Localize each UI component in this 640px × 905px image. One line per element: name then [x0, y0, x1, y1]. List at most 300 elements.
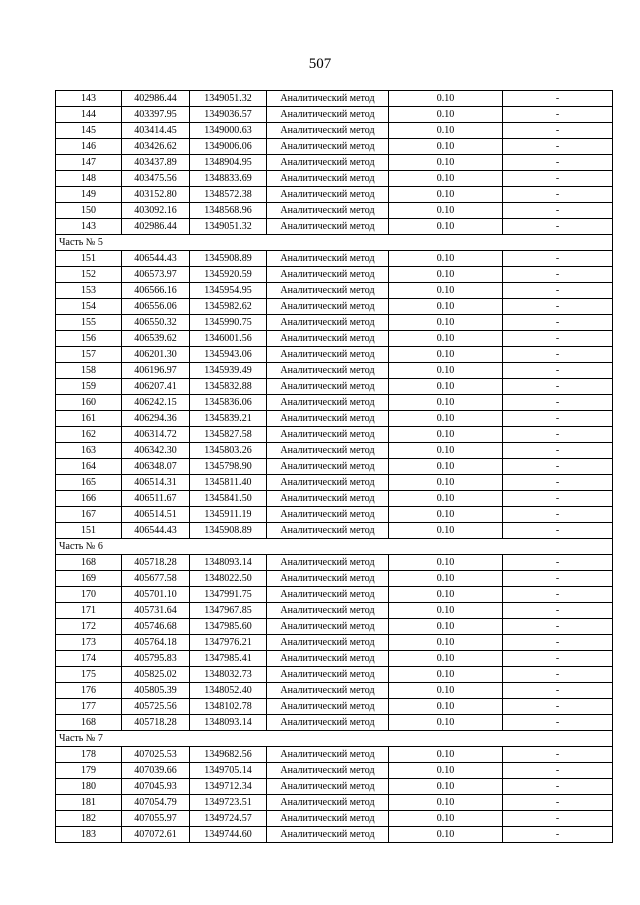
- accuracy-cell: 0.10: [389, 315, 503, 331]
- table-row: [56, 475, 613, 491]
- note-cell: -: [503, 283, 613, 299]
- table-row: [56, 139, 613, 155]
- point-number-cell: 159: [56, 379, 122, 395]
- y-coordinate-cell: 1345798.90: [190, 459, 267, 475]
- table-row: [56, 747, 613, 763]
- method-cell: Аналитический метод: [267, 395, 389, 411]
- method-cell: Аналитический метод: [267, 155, 389, 171]
- method-cell: Аналитический метод: [267, 555, 389, 571]
- accuracy-cell: 0.10: [389, 651, 503, 667]
- y-coordinate-cell: 1345990.75: [190, 315, 267, 331]
- point-number-cell: 150: [56, 203, 122, 219]
- point-number-cell: 152: [56, 267, 122, 283]
- method-cell: Аналитический метод: [267, 827, 389, 843]
- x-coordinate-cell: 402986.44: [122, 219, 190, 235]
- table-row: [56, 683, 613, 699]
- point-number-cell: 183: [56, 827, 122, 843]
- note-cell: -: [503, 267, 613, 283]
- y-coordinate-cell: 1345920.59: [190, 267, 267, 283]
- table-row: [56, 667, 613, 683]
- y-coordinate-cell: 1345939.49: [190, 363, 267, 379]
- point-number-cell: 143: [56, 219, 122, 235]
- note-cell: -: [503, 203, 613, 219]
- y-coordinate-cell: 1347991.75: [190, 587, 267, 603]
- method-cell: Аналитический метод: [267, 203, 389, 219]
- note-cell: -: [503, 347, 613, 363]
- table-row: [56, 699, 613, 715]
- accuracy-cell: 0.10: [389, 683, 503, 699]
- method-cell: Аналитический метод: [267, 347, 389, 363]
- accuracy-cell: 0.10: [389, 347, 503, 363]
- note-cell: -: [503, 715, 613, 731]
- point-number-cell: 171: [56, 603, 122, 619]
- point-number-cell: 168: [56, 715, 122, 731]
- method-cell: Аналитический метод: [267, 747, 389, 763]
- table-row: [56, 427, 613, 443]
- x-coordinate-cell: 406348.07: [122, 459, 190, 475]
- table-row: [56, 91, 613, 107]
- table-row: [56, 411, 613, 427]
- y-coordinate-cell: 1345803.26: [190, 443, 267, 459]
- accuracy-cell: 0.10: [389, 507, 503, 523]
- accuracy-cell: 0.10: [389, 491, 503, 507]
- point-number-cell: 175: [56, 667, 122, 683]
- method-cell: Аналитический метод: [267, 299, 389, 315]
- note-cell: -: [503, 123, 613, 139]
- note-cell: -: [503, 187, 613, 203]
- y-coordinate-cell: 1345836.06: [190, 395, 267, 411]
- note-cell: -: [503, 555, 613, 571]
- note-cell: -: [503, 315, 613, 331]
- y-coordinate-cell: 1346001.56: [190, 331, 267, 347]
- table-row: [56, 571, 613, 587]
- x-coordinate-cell: 406544.43: [122, 523, 190, 539]
- note-cell: -: [503, 155, 613, 171]
- note-cell: -: [503, 139, 613, 155]
- accuracy-cell: 0.10: [389, 91, 503, 107]
- method-cell: Аналитический метод: [267, 811, 389, 827]
- note-cell: -: [503, 587, 613, 603]
- accuracy-cell: 0.10: [389, 219, 503, 235]
- note-cell: -: [503, 747, 613, 763]
- method-cell: Аналитический метод: [267, 667, 389, 683]
- method-cell: Аналитический метод: [267, 331, 389, 347]
- x-coordinate-cell: 406294.36: [122, 411, 190, 427]
- note-cell: -: [503, 651, 613, 667]
- point-number-cell: 145: [56, 123, 122, 139]
- table-row: [56, 347, 613, 363]
- method-cell: Аналитический метод: [267, 379, 389, 395]
- x-coordinate-cell: 405731.64: [122, 603, 190, 619]
- x-coordinate-cell: 405746.68: [122, 619, 190, 635]
- y-coordinate-cell: 1348102.78: [190, 699, 267, 715]
- y-coordinate-cell: 1345911.19: [190, 507, 267, 523]
- x-coordinate-cell: 407025.53: [122, 747, 190, 763]
- point-number-cell: 144: [56, 107, 122, 123]
- method-cell: Аналитический метод: [267, 715, 389, 731]
- note-cell: -: [503, 603, 613, 619]
- method-cell: Аналитический метод: [267, 267, 389, 283]
- x-coordinate-cell: 403414.45: [122, 123, 190, 139]
- x-coordinate-cell: 405718.28: [122, 555, 190, 571]
- table-row: [56, 507, 613, 523]
- note-cell: -: [503, 763, 613, 779]
- y-coordinate-cell: 1345908.89: [190, 251, 267, 267]
- y-coordinate-cell: 1345954.95: [190, 283, 267, 299]
- point-number-cell: 154: [56, 299, 122, 315]
- note-cell: -: [503, 427, 613, 443]
- note-cell: -: [503, 619, 613, 635]
- x-coordinate-cell: 403437.89: [122, 155, 190, 171]
- part-header-row: [56, 539, 613, 555]
- y-coordinate-cell: 1348093.14: [190, 715, 267, 731]
- table-row: [56, 299, 613, 315]
- method-cell: Аналитический метод: [267, 427, 389, 443]
- accuracy-cell: 0.10: [389, 587, 503, 603]
- method-cell: Аналитический метод: [267, 187, 389, 203]
- y-coordinate-cell: 1348052.40: [190, 683, 267, 699]
- y-coordinate-cell: 1348568.96: [190, 203, 267, 219]
- accuracy-cell: 0.10: [389, 523, 503, 539]
- table-row: [56, 363, 613, 379]
- coordinates-table: [55, 90, 613, 843]
- note-cell: -: [503, 475, 613, 491]
- point-number-cell: 177: [56, 699, 122, 715]
- table-row: [56, 155, 613, 171]
- table-row: [56, 491, 613, 507]
- point-number-cell: 151: [56, 251, 122, 267]
- table-row: [56, 251, 613, 267]
- note-cell: -: [503, 299, 613, 315]
- table-row: [56, 779, 613, 795]
- point-number-cell: 146: [56, 139, 122, 155]
- x-coordinate-cell: 407054.79: [122, 795, 190, 811]
- table-row: [56, 715, 613, 731]
- y-coordinate-cell: 1349006.06: [190, 139, 267, 155]
- table-row: [56, 635, 613, 651]
- method-cell: Аналитический метод: [267, 523, 389, 539]
- table-row: [56, 827, 613, 843]
- y-coordinate-cell: 1347967.85: [190, 603, 267, 619]
- accuracy-cell: 0.10: [389, 555, 503, 571]
- accuracy-cell: 0.10: [389, 155, 503, 171]
- x-coordinate-cell: 406242.15: [122, 395, 190, 411]
- point-number-cell: 180: [56, 779, 122, 795]
- note-cell: -: [503, 171, 613, 187]
- point-number-cell: 155: [56, 315, 122, 331]
- y-coordinate-cell: 1345827.58: [190, 427, 267, 443]
- table-row: [56, 555, 613, 571]
- point-number-cell: 182: [56, 811, 122, 827]
- method-cell: Аналитический метод: [267, 699, 389, 715]
- y-coordinate-cell: 1345841.50: [190, 491, 267, 507]
- y-coordinate-cell: 1347985.60: [190, 619, 267, 635]
- table-row: [56, 587, 613, 603]
- page-number: 507: [308, 56, 332, 72]
- y-coordinate-cell: 1349000.63: [190, 123, 267, 139]
- accuracy-cell: 0.10: [389, 379, 503, 395]
- method-cell: Аналитический метод: [267, 619, 389, 635]
- note-cell: -: [503, 411, 613, 427]
- method-cell: Аналитический метод: [267, 315, 389, 331]
- note-cell: -: [503, 219, 613, 235]
- method-cell: Аналитический метод: [267, 411, 389, 427]
- x-coordinate-cell: 402986.44: [122, 91, 190, 107]
- y-coordinate-cell: 1349036.57: [190, 107, 267, 123]
- note-cell: -: [503, 779, 613, 795]
- part-label: Часть № 6: [56, 539, 613, 555]
- accuracy-cell: 0.10: [389, 475, 503, 491]
- point-number-cell: 151: [56, 523, 122, 539]
- method-cell: Аналитический метод: [267, 123, 389, 139]
- point-number-cell: 170: [56, 587, 122, 603]
- method-cell: Аналитический метод: [267, 491, 389, 507]
- point-number-cell: 162: [56, 427, 122, 443]
- accuracy-cell: 0.10: [389, 331, 503, 347]
- point-number-cell: 163: [56, 443, 122, 459]
- x-coordinate-cell: 407055.97: [122, 811, 190, 827]
- table-row: [56, 795, 613, 811]
- table-row: [56, 443, 613, 459]
- x-coordinate-cell: 405795.83: [122, 651, 190, 667]
- point-number-cell: 166: [56, 491, 122, 507]
- note-cell: -: [503, 571, 613, 587]
- note-cell: -: [503, 667, 613, 683]
- point-number-cell: 167: [56, 507, 122, 523]
- accuracy-cell: 0.10: [389, 187, 503, 203]
- point-number-cell: 149: [56, 187, 122, 203]
- table-row: [56, 379, 613, 395]
- method-cell: Аналитический метод: [267, 251, 389, 267]
- y-coordinate-cell: 1349682.56: [190, 747, 267, 763]
- x-coordinate-cell: 403475.56: [122, 171, 190, 187]
- note-cell: -: [503, 683, 613, 699]
- x-coordinate-cell: 403397.95: [122, 107, 190, 123]
- point-number-cell: 148: [56, 171, 122, 187]
- accuracy-cell: 0.10: [389, 395, 503, 411]
- table-row: [56, 203, 613, 219]
- y-coordinate-cell: 1349705.14: [190, 763, 267, 779]
- accuracy-cell: 0.10: [389, 427, 503, 443]
- x-coordinate-cell: 406556.06: [122, 299, 190, 315]
- y-coordinate-cell: 1348093.14: [190, 555, 267, 571]
- table-row: [56, 219, 613, 235]
- point-number-cell: 164: [56, 459, 122, 475]
- note-cell: -: [503, 91, 613, 107]
- accuracy-cell: 0.10: [389, 811, 503, 827]
- note-cell: -: [503, 491, 613, 507]
- point-number-cell: 174: [56, 651, 122, 667]
- x-coordinate-cell: 405805.39: [122, 683, 190, 699]
- x-coordinate-cell: 406207.41: [122, 379, 190, 395]
- accuracy-cell: 0.10: [389, 299, 503, 315]
- y-coordinate-cell: 1347985.41: [190, 651, 267, 667]
- accuracy-cell: 0.10: [389, 763, 503, 779]
- accuracy-cell: 0.10: [389, 715, 503, 731]
- method-cell: Аналитический метод: [267, 587, 389, 603]
- accuracy-cell: 0.10: [389, 747, 503, 763]
- method-cell: Аналитический метод: [267, 139, 389, 155]
- x-coordinate-cell: 403092.16: [122, 203, 190, 219]
- y-coordinate-cell: 1347976.21: [190, 635, 267, 651]
- y-coordinate-cell: 1349723.51: [190, 795, 267, 811]
- method-cell: Аналитический метод: [267, 475, 389, 491]
- accuracy-cell: 0.10: [389, 107, 503, 123]
- x-coordinate-cell: 405764.18: [122, 635, 190, 651]
- part-label: Часть № 7: [56, 731, 613, 747]
- x-coordinate-cell: 405725.56: [122, 699, 190, 715]
- accuracy-cell: 0.10: [389, 779, 503, 795]
- note-cell: -: [503, 331, 613, 347]
- y-coordinate-cell: 1348022.50: [190, 571, 267, 587]
- y-coordinate-cell: 1349744.60: [190, 827, 267, 843]
- x-coordinate-cell: 406539.62: [122, 331, 190, 347]
- accuracy-cell: 0.10: [389, 411, 503, 427]
- point-number-cell: 153: [56, 283, 122, 299]
- y-coordinate-cell: 1345943.06: [190, 347, 267, 363]
- accuracy-cell: 0.10: [389, 203, 503, 219]
- table-row: [56, 107, 613, 123]
- note-cell: -: [503, 635, 613, 651]
- table-row: [56, 331, 613, 347]
- accuracy-cell: 0.10: [389, 251, 503, 267]
- point-number-cell: 176: [56, 683, 122, 699]
- table-row: [56, 187, 613, 203]
- note-cell: -: [503, 107, 613, 123]
- note-cell: -: [503, 443, 613, 459]
- table-row: [56, 459, 613, 475]
- note-cell: -: [503, 251, 613, 267]
- note-cell: -: [503, 507, 613, 523]
- table-row: [56, 619, 613, 635]
- point-number-cell: 178: [56, 747, 122, 763]
- y-coordinate-cell: 1345982.62: [190, 299, 267, 315]
- method-cell: Аналитический метод: [267, 763, 389, 779]
- method-cell: Аналитический метод: [267, 219, 389, 235]
- point-number-cell: 157: [56, 347, 122, 363]
- x-coordinate-cell: 403152.80: [122, 187, 190, 203]
- y-coordinate-cell: 1345908.89: [190, 523, 267, 539]
- method-cell: Аналитический метод: [267, 779, 389, 795]
- part-label: Часть № 5: [56, 235, 613, 251]
- accuracy-cell: 0.10: [389, 443, 503, 459]
- accuracy-cell: 0.10: [389, 699, 503, 715]
- accuracy-cell: 0.10: [389, 667, 503, 683]
- y-coordinate-cell: 1349712.34: [190, 779, 267, 795]
- note-cell: -: [503, 363, 613, 379]
- method-cell: Аналитический метод: [267, 363, 389, 379]
- x-coordinate-cell: 406544.43: [122, 251, 190, 267]
- x-coordinate-cell: 406201.30: [122, 347, 190, 363]
- method-cell: Аналитический метод: [267, 635, 389, 651]
- point-number-cell: 165: [56, 475, 122, 491]
- point-number-cell: 161: [56, 411, 122, 427]
- y-coordinate-cell: 1348833.69: [190, 171, 267, 187]
- x-coordinate-cell: 406550.32: [122, 315, 190, 331]
- y-coordinate-cell: 1345839.21: [190, 411, 267, 427]
- note-cell: -: [503, 827, 613, 843]
- point-number-cell: 156: [56, 331, 122, 347]
- point-number-cell: 160: [56, 395, 122, 411]
- x-coordinate-cell: 406514.31: [122, 475, 190, 491]
- point-number-cell: 168: [56, 555, 122, 571]
- note-cell: -: [503, 811, 613, 827]
- accuracy-cell: 0.10: [389, 603, 503, 619]
- accuracy-cell: 0.10: [389, 267, 503, 283]
- accuracy-cell: 0.10: [389, 139, 503, 155]
- table-row: [56, 603, 613, 619]
- method-cell: Аналитический метод: [267, 683, 389, 699]
- table-row: [56, 315, 613, 331]
- x-coordinate-cell: 406566.16: [122, 283, 190, 299]
- point-number-cell: 173: [56, 635, 122, 651]
- accuracy-cell: 0.10: [389, 635, 503, 651]
- x-coordinate-cell: 406514.51: [122, 507, 190, 523]
- accuracy-cell: 0.10: [389, 123, 503, 139]
- method-cell: Аналитический метод: [267, 571, 389, 587]
- table-row: [56, 171, 613, 187]
- x-coordinate-cell: 405825.02: [122, 667, 190, 683]
- accuracy-cell: 0.10: [389, 283, 503, 299]
- point-number-cell: 147: [56, 155, 122, 171]
- x-coordinate-cell: 407039.66: [122, 763, 190, 779]
- y-coordinate-cell: 1345832.88: [190, 379, 267, 395]
- table-row: [56, 123, 613, 139]
- x-coordinate-cell: 407045.93: [122, 779, 190, 795]
- method-cell: Аналитический метод: [267, 651, 389, 667]
- x-coordinate-cell: 407072.61: [122, 827, 190, 843]
- table-row: [56, 267, 613, 283]
- accuracy-cell: 0.10: [389, 459, 503, 475]
- method-cell: Аналитический метод: [267, 795, 389, 811]
- table-row: [56, 283, 613, 299]
- method-cell: Аналитический метод: [267, 443, 389, 459]
- y-coordinate-cell: 1349051.32: [190, 219, 267, 235]
- point-number-cell: 169: [56, 571, 122, 587]
- x-coordinate-cell: 405701.10: [122, 587, 190, 603]
- y-coordinate-cell: 1348032.73: [190, 667, 267, 683]
- x-coordinate-cell: 406342.30: [122, 443, 190, 459]
- x-coordinate-cell: 405718.28: [122, 715, 190, 731]
- accuracy-cell: 0.10: [389, 363, 503, 379]
- method-cell: Аналитический метод: [267, 171, 389, 187]
- part-header-row: [56, 731, 613, 747]
- accuracy-cell: 0.10: [389, 827, 503, 843]
- point-number-cell: 143: [56, 91, 122, 107]
- x-coordinate-cell: 406314.72: [122, 427, 190, 443]
- note-cell: -: [503, 395, 613, 411]
- point-number-cell: 179: [56, 763, 122, 779]
- method-cell: Аналитический метод: [267, 603, 389, 619]
- y-coordinate-cell: 1345811.40: [190, 475, 267, 491]
- y-coordinate-cell: 1348904.95: [190, 155, 267, 171]
- note-cell: -: [503, 459, 613, 475]
- note-cell: -: [503, 699, 613, 715]
- point-number-cell: 172: [56, 619, 122, 635]
- method-cell: Аналитический метод: [267, 91, 389, 107]
- y-coordinate-cell: 1349051.32: [190, 91, 267, 107]
- method-cell: Аналитический метод: [267, 459, 389, 475]
- table-row: [56, 651, 613, 667]
- method-cell: Аналитический метод: [267, 283, 389, 299]
- x-coordinate-cell: 405677.58: [122, 571, 190, 587]
- table-row: [56, 395, 613, 411]
- accuracy-cell: 0.10: [389, 795, 503, 811]
- part-header-row: [56, 235, 613, 251]
- x-coordinate-cell: 406573.97: [122, 267, 190, 283]
- y-coordinate-cell: 1349724.57: [190, 811, 267, 827]
- method-cell: Аналитический метод: [267, 107, 389, 123]
